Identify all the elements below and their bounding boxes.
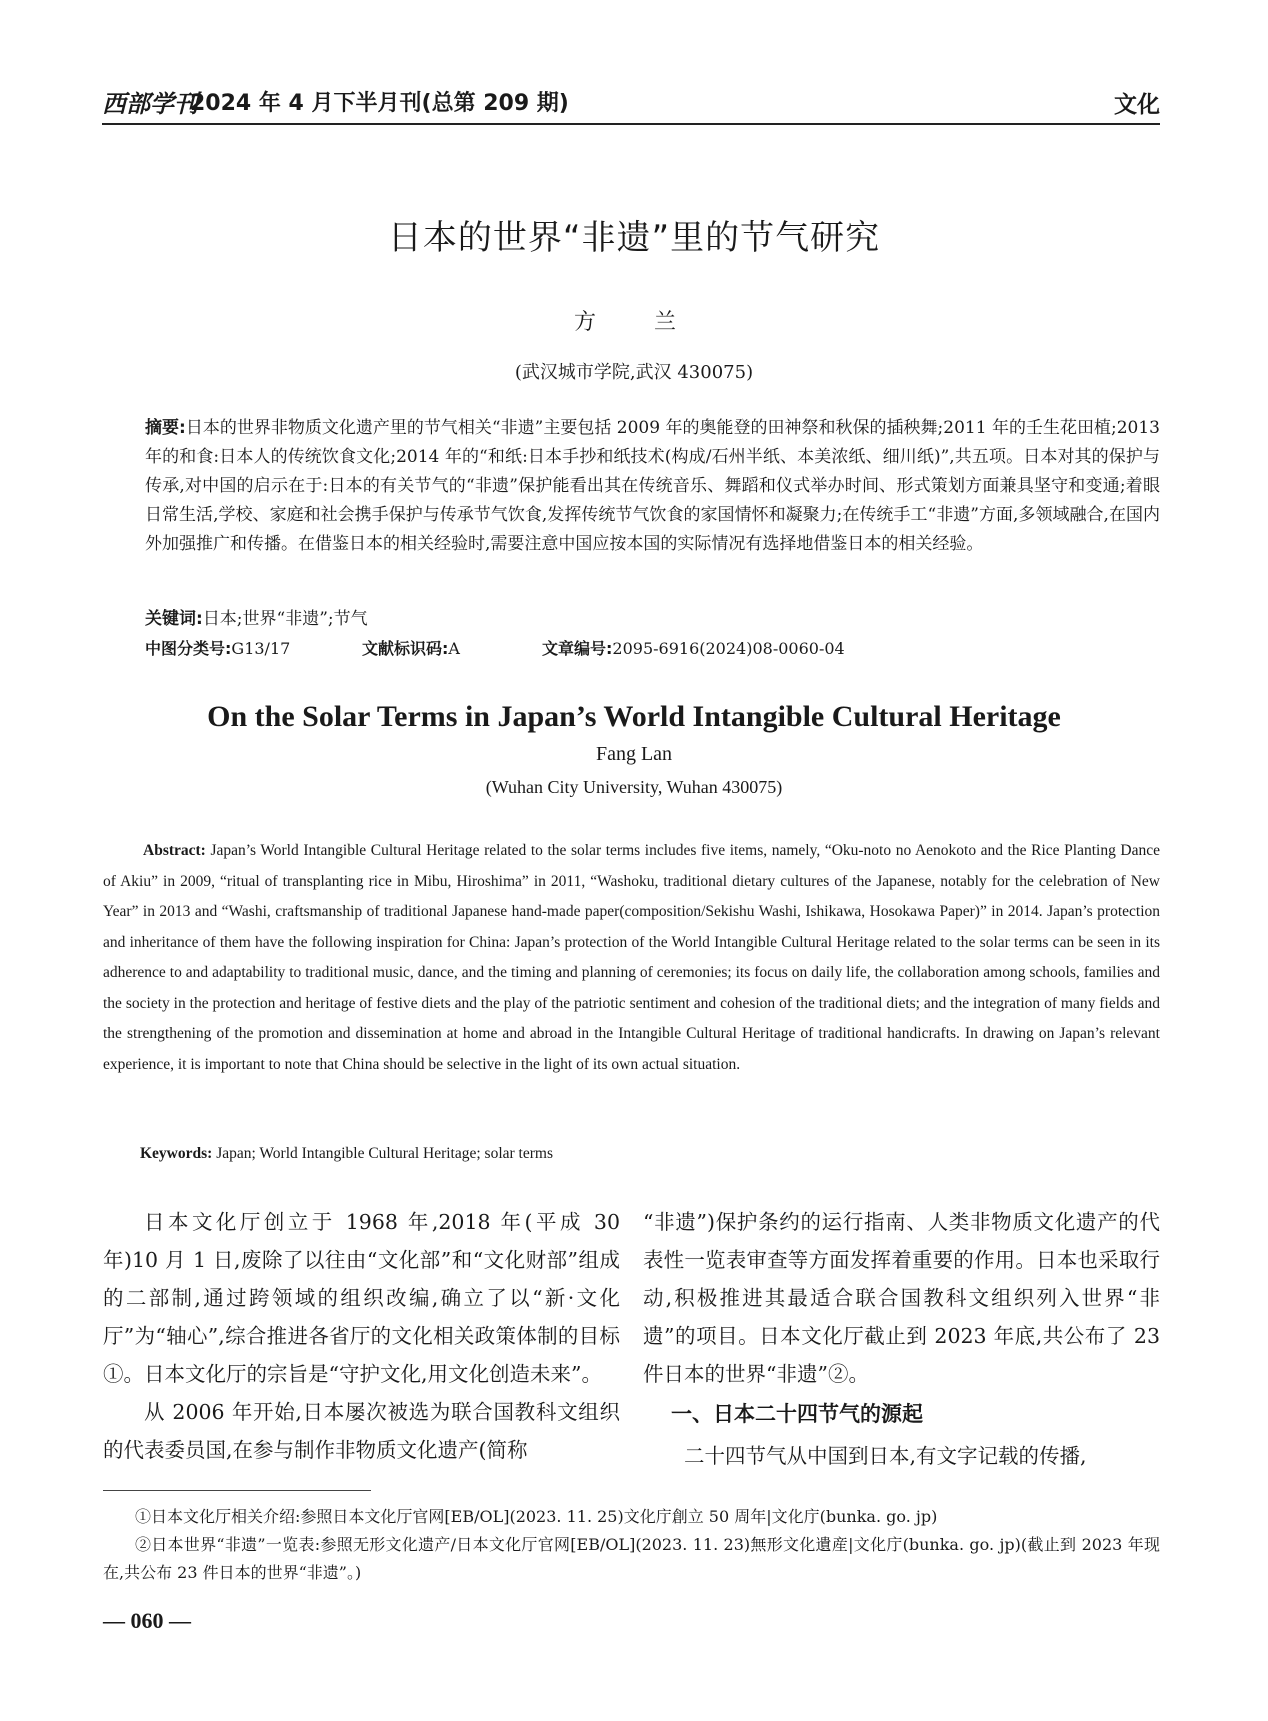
keywords-cn-text: 日本;世界“非遗”;节气: [202, 609, 368, 629]
footnote-1: ①日本文化厅相关介绍:参照日本文化厅官网[EB/OL](2023. 11. 25)文化庁創立 50 周年|文化庁(bunka. go. jp): [135, 1507, 938, 1526]
body-column-right: [643, 1203, 1160, 1483]
section-label: 文化: [1114, 92, 1160, 118]
journal-logo: 西部学刊: [102, 89, 198, 118]
body-paragraph: 日本文化厅创立于 1968 年,2018 年(平成 30 年)10 月 1 日,废除了以往由“文化部”和“文化财部”组成的二部制,通过跨领域的组织改编,确立了以“新·文化厅”为“轴心”,综合推进各省厅的文化相关政策体制的目标①。日本文化厅的宗旨是“守护文化,用文化创造未来”。: [103, 1210, 620, 1386]
body-column-left: [103, 1203, 620, 1483]
section-heading: 一、日本二十四节气的源起: [671, 1402, 923, 1426]
body-paragraph: 从 2006 年开始,日本屡次被选为联合国教科文组织的代表委员国,在参与制作非物质文化遗产(简称: [103, 1400, 620, 1462]
affiliation-cn: (武汉城市学院,武汉 430075): [514, 362, 754, 383]
article-title-cn: 日本的世界“非遗”里的节气研究: [387, 218, 881, 258]
body-paragraph: 二十四节气从中国到日本,有文字记载的传播,: [684, 1444, 1087, 1468]
clc-value: G13/17: [231, 639, 291, 658]
keywords-cn: [145, 604, 368, 629]
header-divider: [102, 123, 1160, 125]
keywords-en: [140, 1145, 553, 1163]
keywords-en-text: Japan; World Intangible Cultural Heritage; solar terms: [216, 1145, 553, 1162]
article-number: [542, 636, 845, 659]
article-number-label: 文章编号:: [542, 639, 613, 658]
keywords-cn-label: 关键词:: [145, 609, 203, 629]
footnotes: [103, 1503, 1160, 1587]
page-number: — 060 —: [103, 1608, 191, 1633]
footnote-2: ②日本世界“非遗”一览表:参照无形文化遗产/日本文化厅官网[EB/OL](2023. 11. 23)無形文化遺産|文化庁(bunka. go. jp)(截止到 2023 年现在,共公布 23 件日本的世界“非遗”。): [103, 1535, 1160, 1582]
abstract-en: [103, 836, 1160, 1136]
doc-label: 文献标识码:: [362, 639, 449, 658]
affiliation-en: (Wuhan City University, Wuhan 430075): [485, 777, 783, 797]
author-en: Fang Lan: [595, 743, 673, 765]
clc-label: 中图分类号:: [145, 639, 232, 658]
body-paragraph: “非遗”)保护条约的运行指南、人类非物质文化遗产的代表性一览表审查等方面发挥着重要的作用。日本也采取行动,积极推进其最适合联合国教科文组织列入世界“非遗”的项目。日本文化厅截止到 2023 年底,共公布了 23 件日本的世界“非遗”②。: [643, 1210, 1160, 1386]
article-title-en: On the Solar Terms in Japan’s World Intangible Cultural Heritage: [207, 700, 1061, 733]
article-number-value: 2095-6916(2024)08-0060-04: [612, 639, 845, 658]
doc-value: A: [448, 639, 460, 658]
abstract-en-label: Abstract:: [143, 842, 206, 859]
doc-code: [362, 636, 460, 659]
issue-info: 2024 年 4 月下半月刊(总第 209 期): [190, 91, 569, 116]
abstract-cn-text: 日本的世界非物质文化遗产里的节气相关“非遗”主要包括 2009 年的奥能登的田神祭和秋保的插秧舞;2011 年的壬生花田植;2013 年的和食:日本人的传统饮食文化;2014 年的“和纸:日本手抄和纸技术(构成/石州半纸、本美浓纸、细川纸)”,共五项。日本对其的保护与传承,对中国的启示在于:日本的有关节气的“非遗”保护能看出其在传统音乐、舞蹈和仪式举办时间、形式策划方面兼具坚守和变通;着眼日常生活,学校、家庭和社会携手保护与传承节气饮食,发挥传统节气饮食的家国情怀和凝聚力;在传统手工“非遗”方面,多领域融合,在国内外加强推广和传播。在借鉴日本的相关经验时,需要注意中国应按本国的实际情况有选择地借鉴日本的相关经验。: [145, 418, 1160, 554]
keywords-en-label: Keywords:: [140, 1145, 213, 1162]
author-cn: 方 兰: [573, 310, 694, 335]
clc-code: [145, 636, 290, 659]
abstract-cn-label: 摘要:: [145, 418, 186, 438]
abstract-en-text: Japan’s World Intangible Cultural Heritage related to the solar terms includes five items, namely, “Oku-noto no Aenokoto and the Rice Planting Dance of Akiu” in 2009, “ritual of transplanting rice in Mibu, Hiroshima” in 2011, “Washoku, traditional dietary cultures of the Japanese, notably for the celebration of New Year” in 2013 and “Washi, craftsmanship of traditional Japanese hand-made paper(composition/Sekishu Washi, Ishikawa, Hosokawa Paper)” in 2014. Japan’s protection and inheritance of them have the following inspiration for China: Japan’s protection of the World Intangible Cultural Heritage related to the solar terms can be seen in its adherence to and adaptability to traditional music, dance, and the timing and planning of ceremonies; its focus on daily life, the collaboration among schools, families and the society in the protection and heritage of festive diets and the play of the patriotic sentiment and cohesion of the traditional diets; and the integration of many fields and the strengthening of the promotion and dissemination at home and abroad in the Intangible Cultural Heritage of traditional handicrafts. In drawing on Japan’s relevant experience, it is important to note that China should be selective in the light of its own actual situation.: [103, 842, 1160, 1073]
footnote-divider: [103, 1490, 371, 1491]
abstract-cn: [145, 414, 1160, 589]
running-header: [102, 84, 1160, 124]
